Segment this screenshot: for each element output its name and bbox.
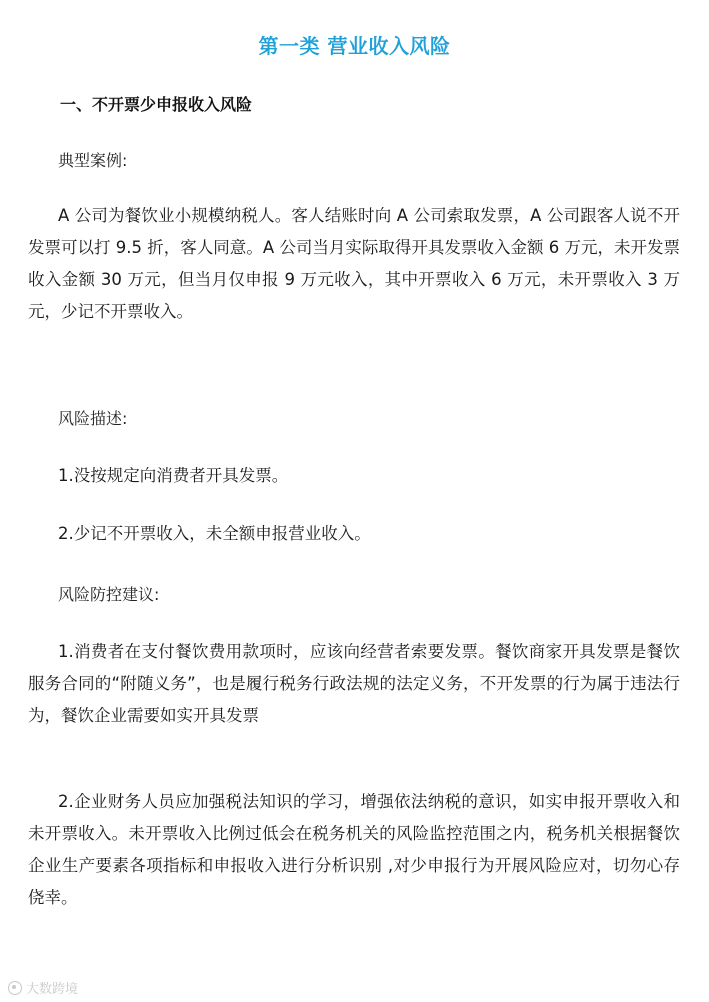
advice-item-1: 1.消费者在支付餐饮费用款项时，应该向经营者索要发票。餐饮商家开具发票是餐饮服务合同的“附随义务”，也是履行税务行政法规的法定义务，不开发票的行为属于违法行为，餐饮企业需要如实开具发票: [28, 642, 680, 725]
watermark-text: 大数跨境: [26, 982, 79, 997]
logo-icon: [8, 981, 22, 995]
advice-item-2: 2.企业财务人员应加强税法知识的学习，增强依法纳税的意识，如实申报开票收入和未开票收入。未开票收入比例过低会在税务机关的风险监控范围之内，税务机关根据餐饮企业生产要素各项指标和申报收入进行分析识别 ,对少申报行为开展风险应对，切勿心存侥幸。: [28, 792, 680, 907]
document-title: 第一类 营业收入风险: [258, 34, 451, 58]
case-paragraph: A 公司为餐饮业小规模纳税人。客人结账时向 A 公司索取发票，A 公司跟客人说不开发票可以打 9.5 折，客人同意。A 公司当月实际取得开具发票收入金额 6 万元，未开发票收入金额 30 万元，但当月仅申报 9 万元收入，其中开票收入 6 万元，未开票收入 3 万元，少记不开票收入。: [28, 206, 680, 321]
risk-item-1: 1.没按规定向消费者开具发票。: [58, 466, 289, 485]
case-label: 典型案例:: [58, 151, 128, 170]
risk-item-2: 2.少记不开票收入，未全额申报营业收入。: [58, 524, 371, 543]
advice-label: 风险防控建议:: [58, 585, 160, 604]
risk-label: 风险描述:: [58, 409, 128, 428]
section-heading: 一、不开票少申报收入风险: [60, 95, 253, 114]
watermark: [8, 978, 78, 997]
